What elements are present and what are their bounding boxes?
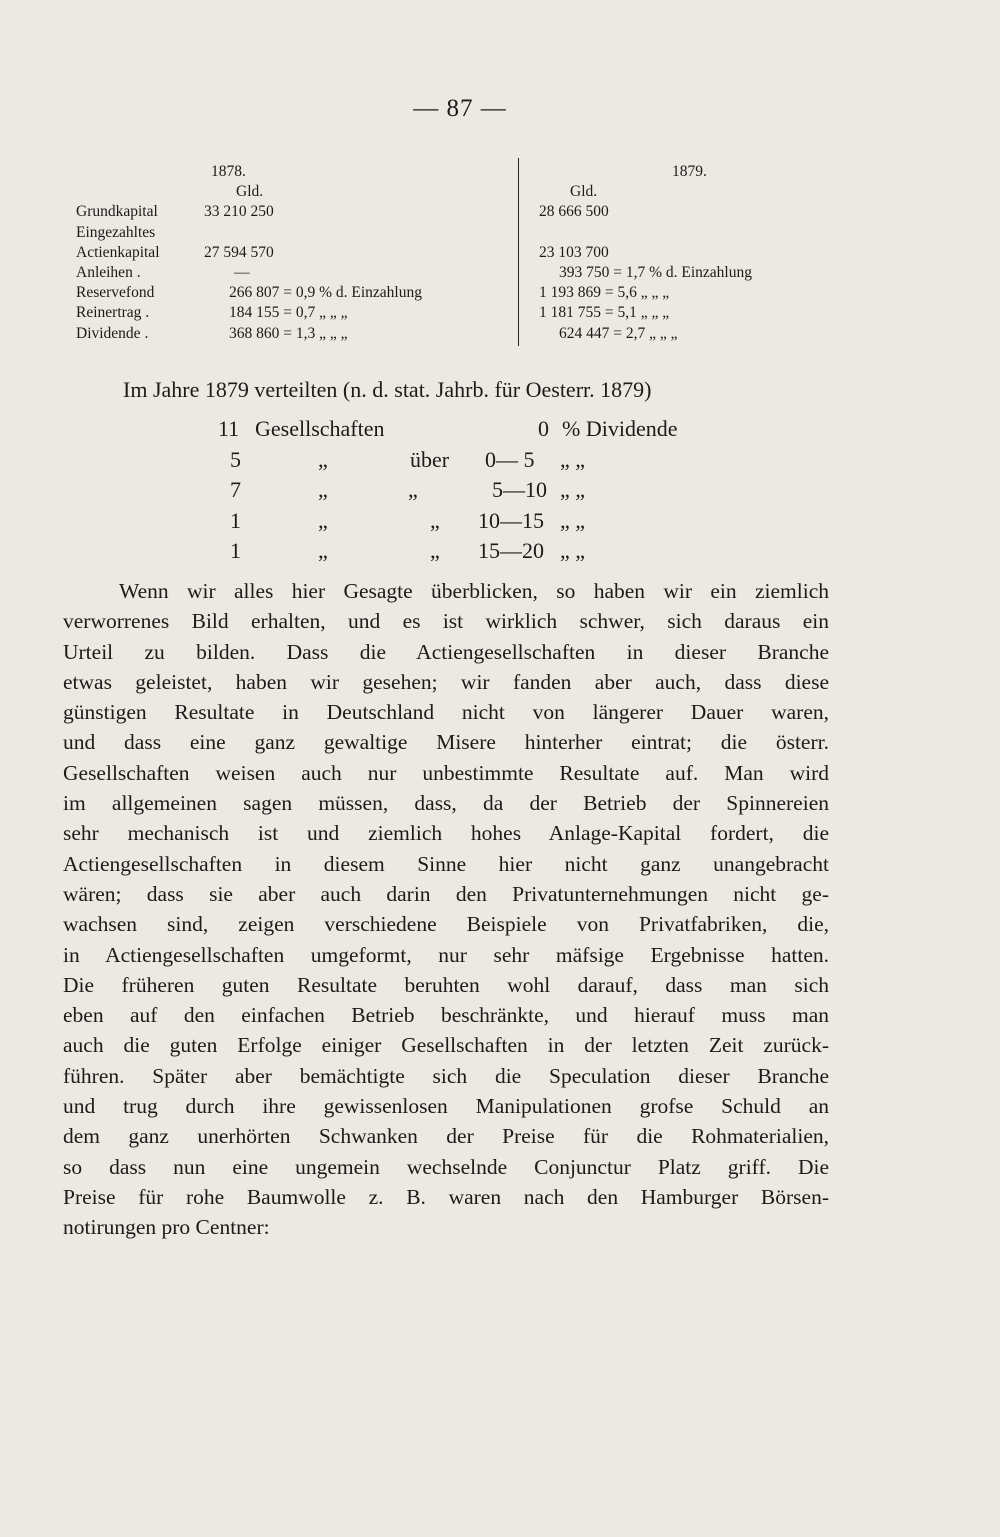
table-row [76, 324, 516, 344]
value-1878-dividende: 368 860 = 1,3 „ „ „ [229, 324, 348, 342]
dividend-distribution-list [0, 416, 1000, 569]
company-label: „ [318, 538, 328, 563]
paragraph-line: und trug durch ihre gewissenlosen Manipulationen grofse Schuld an [63, 1094, 829, 1119]
table-row [76, 263, 516, 283]
paragraph-line: Urteil zu bilden. Dass die Actiengesellschaften in dieser Branche [63, 639, 829, 664]
row-label-anleihen: Anleihen . [76, 263, 141, 281]
list-item [0, 538, 1000, 569]
year-1879-heading: 1879. [672, 163, 707, 180]
paragraph-line: führen. Später aber bemächtigte sich die Speculation dieser Branche [63, 1063, 829, 1088]
year-1878-heading: 1878. [211, 163, 246, 180]
table-unit-row [76, 182, 516, 202]
row-label-dividende: Dividende . [76, 324, 149, 342]
paragraph-line: Preise für rohe Baumwolle z. B. waren nach den Hamburger Börsen- [63, 1184, 829, 1209]
dividend-suffix: „ „ [560, 446, 586, 472]
value-1879-actienkapital: 23 103 700 [539, 243, 609, 261]
value-1879-grundkapital: 28 666 500 [539, 203, 609, 221]
company-label: „ [318, 477, 328, 502]
paragraph-line: Actiengesellschaften in diesem Sinne hier nicht ganz unangebracht [63, 851, 829, 876]
table-row [537, 263, 857, 283]
list-item [0, 477, 1000, 508]
value-1878-reinertrag: 184 155 = 0,7 „ „ „ [229, 304, 348, 322]
range-prefix: über [410, 446, 450, 472]
paragraph-line: etwas geleistet, haben wir gesehen; wir fanden aber auch, dass diese [63, 669, 829, 694]
row-label-eingezahltes: Eingezahltes [76, 223, 156, 241]
value-1879-dividende: 624 447 = 2,7 „ „ „ [559, 324, 678, 342]
dividend-suffix: „ „ [560, 538, 586, 563]
paragraph-line: wären; dass sie aber auch darin den Privatunternehmungen nicht ge- [63, 881, 829, 906]
paragraph-line: eben auf den einfachen Betrieb beschränkte, und hierauf muss man [63, 1003, 829, 1028]
paragraph-line: notirungen pro Centner: [63, 1215, 270, 1240]
paragraph-line: im allgemeinen sagen müssen, dass, da der Betrieb der Spinnereien [63, 791, 829, 816]
list-item [0, 508, 1000, 539]
row-label-actienkapital: Actienkapital [76, 243, 160, 261]
paragraph-line: wachsen sind, zeigen verschiedene Beispiele von Privatfabriken, die, [63, 912, 829, 937]
value-1878-grundkapital: 33 210 250 [204, 203, 274, 221]
table-row [537, 243, 857, 263]
dividend-suffix: % Dividende [562, 416, 678, 441]
table-row [76, 202, 516, 222]
list-item [0, 416, 1000, 447]
row-label-reinertrag: Reinertrag . [76, 304, 150, 322]
table-row [76, 283, 516, 303]
table-row [537, 324, 857, 344]
table-unit-row [537, 182, 857, 202]
company-label: „ [318, 507, 328, 533]
paragraph-line: Wenn wir alles hier Gesagte überblicken, so haben wir ein ziemlich [119, 579, 829, 603]
page-number: — 87 — [413, 95, 507, 122]
column-divider [518, 158, 519, 346]
value-1879-reinertrag: 1 181 755 = 5,1 „ „ „ [539, 304, 670, 322]
range-prefix: „ [408, 477, 418, 502]
paragraph-line: sehr mechanisch ist und ziemlich hohes Anlage-Kapital fordert, die [63, 821, 829, 846]
dividend-range: 0— 5 [485, 446, 535, 472]
dividend-suffix: „ „ [560, 507, 586, 533]
company-count: 5 [230, 446, 241, 472]
row-label-grundkapital: Grundkapital [76, 203, 158, 221]
list-item [0, 447, 1000, 478]
row-label-reservefond: Reservefond [76, 284, 155, 302]
table-row [537, 202, 857, 222]
unit-1879: Gld. [570, 183, 598, 201]
paragraph-line: verworrenes Bild erhalten, und es ist wirklich schwer, sich daraus ein [63, 609, 829, 634]
dividend-range: 10—15 [478, 507, 544, 533]
paragraph-line: Gesellschaften weisen auch nur unbestimmte Resultate auf. Man wird [63, 760, 829, 785]
paragraph-line: Die früheren guten Resultate beruhten wohl darauf, dass man sich [63, 972, 829, 997]
value-1878-actienkapital: 27 594 570 [204, 243, 274, 261]
table-header-row [76, 162, 516, 182]
paragraph-line: und dass eine ganz gewaltige Misere hinterher eintrat; die österr. [63, 730, 829, 755]
body-paragraph [63, 576, 829, 1243]
company-count: 11 [218, 416, 240, 441]
table-header-row [537, 162, 857, 182]
paragraph-line: in Actiengesellschaften umgeformt, nur sehr mäfsige Ergebnisse hatten. [63, 942, 829, 967]
range-prefix: „ [430, 507, 440, 533]
dividend-range: 15—20 [478, 538, 544, 563]
paragraph-line: so dass nun eine ungemein wechselnde Conjunctur Platz griff. Die [63, 1154, 829, 1179]
value-1878-anleihen: — [234, 263, 250, 281]
distribution-heading: Im Jahre 1879 verteilten (n. d. stat. Jahrb. für Oesterr. 1879) [123, 377, 652, 402]
value-1879-reservefond: 1 193 869 = 5,6 „ „ „ [539, 284, 670, 302]
unit-1878: Gld. [236, 183, 264, 201]
company-count: 1 [230, 507, 241, 533]
capital-table-1878 [76, 162, 516, 344]
paragraph-line: dem ganz unerhörten Schwanken der Preise für die Rohmaterialien, [63, 1124, 829, 1149]
dividend-range: 5—10 [492, 477, 547, 502]
paragraph-line: auch die guten Erfolge einiger Gesellschaften in der letzten Zeit zurück- [63, 1033, 829, 1058]
table-row [537, 223, 857, 243]
company-count: 1 [230, 538, 241, 563]
value-1878-reservefond: 266 807 = 0,9 % d. Einzahlung [229, 284, 422, 302]
table-row [537, 283, 857, 303]
company-count: 7 [230, 477, 241, 502]
value-1879-anleihen: 393 750 = 1,7 % d. Einzahlung [559, 263, 752, 281]
capital-table-1879 [537, 162, 857, 344]
paragraph-line: günstigen Resultate in Deutschland nicht von längerer Dauer waren, [63, 700, 829, 725]
range-prefix: „ [430, 538, 440, 563]
company-label: „ [318, 446, 328, 472]
table-row [76, 303, 516, 323]
company-label: Gesellschaften [255, 416, 385, 441]
table-row [537, 303, 857, 323]
dividend-range: 0 [538, 416, 549, 441]
dividend-suffix: „ „ [560, 477, 586, 502]
table-row [76, 223, 516, 243]
table-row [76, 243, 516, 263]
